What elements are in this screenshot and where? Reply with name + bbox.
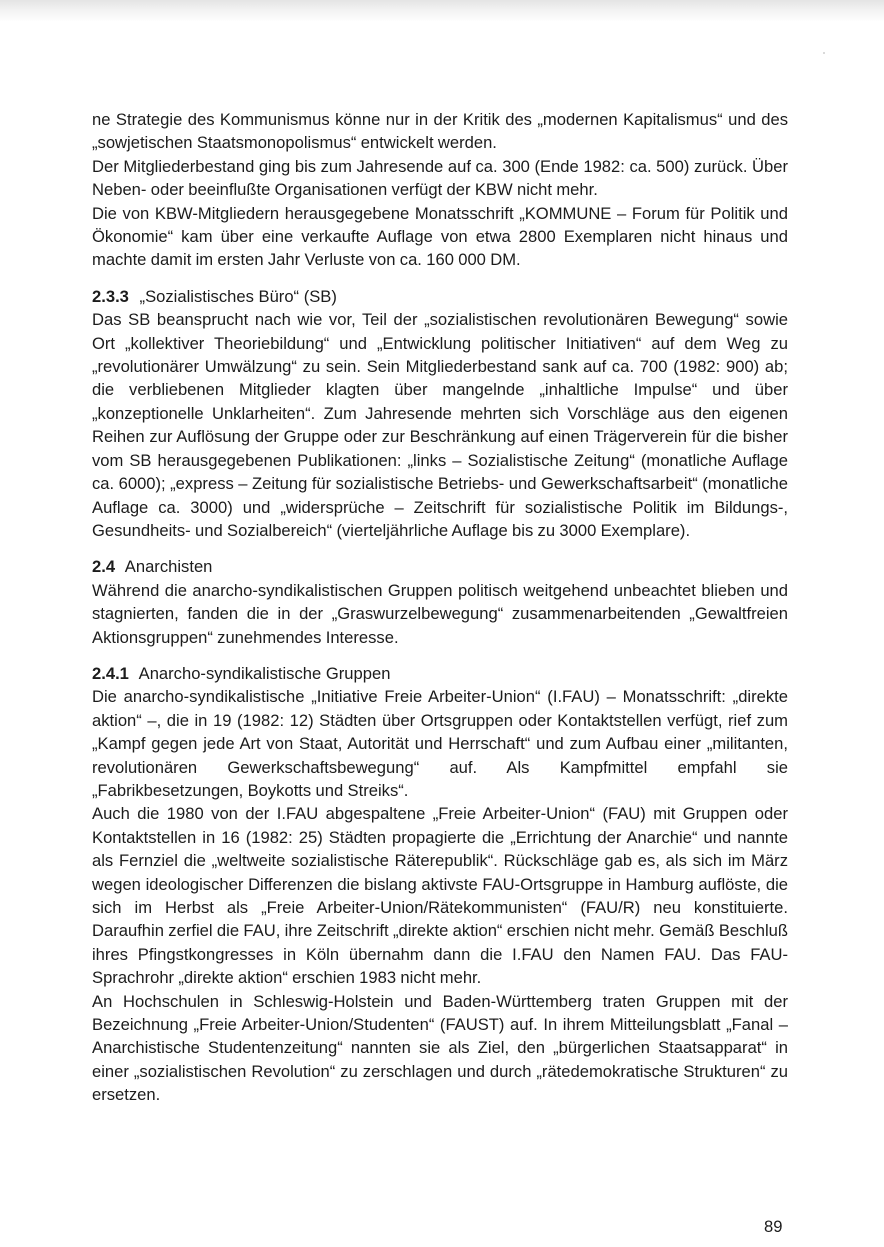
paragraph: ne Strategie des Kommunismus könne nur in der Kritik des „modernen Kapitalismus“ und des „sowjetischen Staatsmonopolismus“ entwickelt werden.: [92, 110, 788, 153]
section-2-4-1: [92, 662, 788, 1107]
paragraph: Die von KBW-Mitgliedern herausgegebene Monatsschrift „KOMMUNE – Forum für Politik und Ökonomie“ kam über eine verkaufte Auflage von etwa 2800 Exemplaren nicht hinaus und machte damit im ersten Jahr Verluste von ca. 160 000 DM.: [92, 203, 788, 270]
paragraph: Auch die 1980 von der I.FAU abgespaltene „Freie Arbeiter-Union“ (FAU) mit Gruppen oder Kontaktstellen in 16 (1982: 25) Städten propagierte die „Errichtung der Anarchie“ und nannte als Fernziel die „weltweite sozialistische Räterepublik“. Rückschläge gab es, als sich im März wegen ideologischer Differenzen die bislang aktivste FAU-Ortsgruppe in Hamburg auflöste, die sich im Herbst als „Freie Arbeiter-Union/Rätekommunisten“ (FAU/R) neu konstituierte. Daraufhin zerfiel die FAU, ihre Zeitschrift „direkte aktion“ erschien nicht mehr. Gemäß Beschluß ihres Pfingstkongresses in Köln übernahm dann die I.FAU den Namen FAU. Das FAU-Sprachrohr „direkte aktion“ erschien 1983 nicht mehr.: [92, 804, 788, 988]
section-title: „Sozialistisches Büro“ (SB): [139, 286, 337, 306]
section-heading: [92, 285, 788, 308]
scan-top-shadow: [0, 0, 884, 22]
section-number: 2.4: [92, 557, 116, 577]
paragraph: Die anarcho-syndikalistische „Initiative Freie Arbeiter-Union“ (I.FAU) – Monatsschrift: „direkte aktion“ –, die in 19 (1982: 12) Städten über Ortsgruppen oder Kontaktstellen verfügt, rief zum „Kampf gegen jede Art von Staat, Autorität und Herrschaft“ und zum Aufbau einer „militanten, revolutionären Gewerkschaftsbewegung“ auf. Als Kampfmittel empfahl sie „Fabrikbesetzungen, Boykotts und Streiks“.: [92, 687, 788, 800]
document-page: [92, 108, 788, 1107]
section-number: 2.4.1: [92, 663, 129, 683]
paragraph: Das SB beansprucht nach wie vor, Teil der „sozialistischen revolutionären Bewegung“ sowie Ort „kollektiver Theoriebildung“ und „Entwicklung politischer Initiativen“ auf dem Weg zu „revolutionärer Umwälzung“ zu sein. Sein Mitgliederbestand sank auf ca. 700 (1982: 900) ab; die verbliebenen Mitglieder klagten über mangelnde „inhaltliche Impulse“ und über „konzeptionelle Unklarheiten“. Zum Jahresende mehrten sich Vorschläge aus den eigenen Reihen zur Auflösung der Gruppe oder zur Beschränkung auf einen Trägerverein für die bisher vom SB herausgegebenen Publikationen: „links – Sozialistische Zeitung“ (monatliche Auflage ca. 6000); „express – Zeitung für sozialistische Betriebs- und Gewerkschaftsarbeit“ (monatliche Auflage ca. 3000) und „widersprüche – Zeitschrift für sozialistische Politik im Bildungs-, Gesundheits- und Sozialbereich“ (vierteljährliche Auflage bis zu 3000 Exemplare).: [92, 310, 788, 540]
page-number: 89: [764, 1217, 783, 1236]
paragraph: An Hochschulen in Schleswig-Holstein und Baden-Württemberg traten Gruppen mit der Bezeichnung „Freie Arbeiter-Union/Studenten“ (FAUST) auf. In ihrem Mitteilungsblatt „Fanal – Anarchistische Studentenzeitung“ nannten sie als Ziel, den „bürgerlichen Staatsapparat“ in einer „sozialistischen Revolution“ zu zerschlagen und durch „rätedemokratische Strukturen“ zu ersetzen.: [92, 991, 788, 1105]
section-heading: [92, 662, 788, 685]
section-title: Anarchisten: [124, 557, 213, 577]
scan-speck: [823, 52, 825, 54]
section-number: 2.3.3: [92, 286, 129, 306]
paragraph: Während die anarcho-syndikalistischen Gruppen politisch weitgehend unbeachtet blieben und stagnierten, fanden die in der „Graswurzelbewegung“ zusammenarbeitenden „Gewaltfreien Aktionsgruppen“ zunehmendes Interesse.: [92, 580, 788, 647]
section-heading: [92, 555, 788, 578]
section-title: Anarcho-syndikalistische Gruppen: [138, 663, 391, 683]
intro-block: [92, 108, 788, 272]
section-2-4: [92, 555, 788, 649]
paragraph: Der Mitgliederbestand ging bis zum Jahresende auf ca. 300 (Ende 1982: ca. 500) zurück. Über Neben- oder beeinflußte Organisationen verfügt der KBW nicht mehr.: [92, 156, 788, 200]
section-2-3-3: [92, 285, 788, 542]
